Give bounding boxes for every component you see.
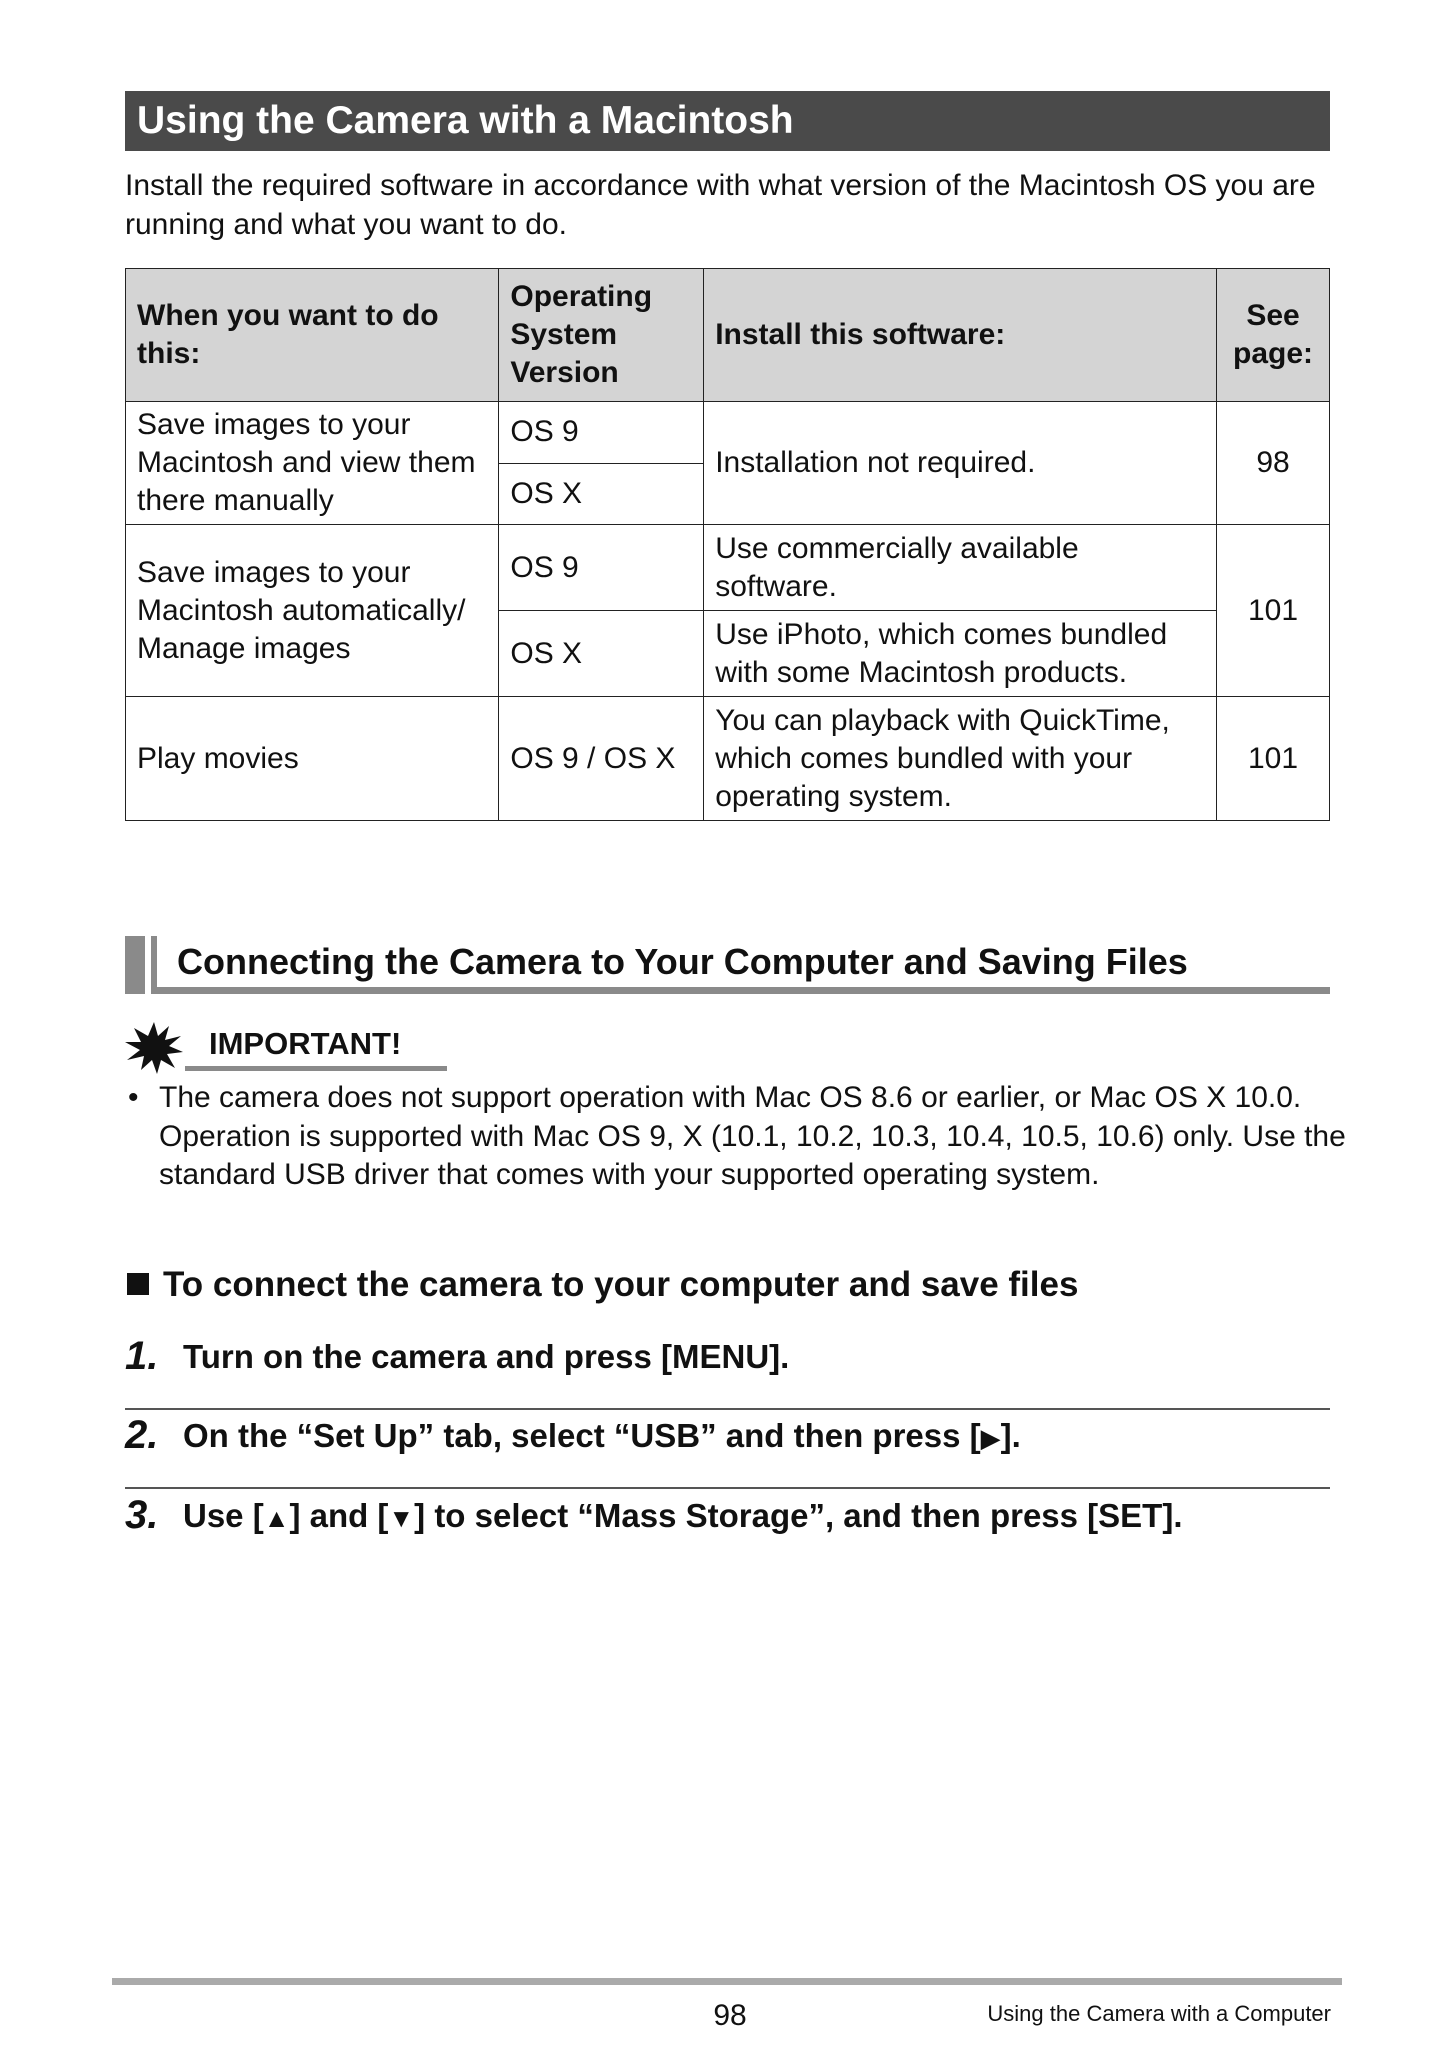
table-row bbox=[126, 525, 1330, 611]
step-number: 1. bbox=[125, 1334, 159, 1378]
step-divider bbox=[125, 1487, 1330, 1489]
software-cell: Installation not required. bbox=[704, 402, 1217, 525]
task-cell: Save images to your Macintosh automatically/ Manage images bbox=[126, 525, 499, 697]
page-cell: 101 bbox=[1217, 525, 1330, 697]
header-task: When you want to do this: bbox=[126, 269, 499, 402]
table-row bbox=[126, 697, 1330, 821]
important-underline bbox=[185, 1066, 447, 1071]
step-3 bbox=[125, 1490, 1330, 1550]
header-page: See page: bbox=[1217, 269, 1330, 402]
bullet: • bbox=[128, 1081, 139, 1114]
step-text: Turn on the camera and press [MENU]. bbox=[183, 1338, 790, 1375]
os-cell: OS X bbox=[499, 611, 704, 697]
task-cell: Play movies bbox=[126, 697, 499, 821]
section-marker bbox=[151, 936, 157, 994]
footer-rule bbox=[112, 1978, 1342, 1985]
section-heading bbox=[125, 936, 1330, 994]
header-software: Install this software: bbox=[704, 269, 1217, 402]
step-1 bbox=[125, 1331, 1330, 1391]
step-number: 2. bbox=[125, 1413, 159, 1457]
step-2 bbox=[125, 1410, 1330, 1470]
software-cell: Use iPhoto, which comes bundled with some Macintosh products. bbox=[704, 611, 1217, 697]
up-triangle-icon: ▲ bbox=[263, 1503, 290, 1533]
page-cell: 98 bbox=[1217, 402, 1330, 525]
software-table bbox=[125, 268, 1330, 821]
os-cell: OS 9 bbox=[499, 402, 704, 464]
section-marker bbox=[125, 936, 145, 994]
section-rule bbox=[157, 987, 1330, 994]
intro-paragraph: Install the required software in accordance with what version of the Macintosh OS you are running and what you want to do. bbox=[125, 169, 1316, 241]
footer-section-title: Using the Camera with a Computer bbox=[987, 2001, 1331, 2026]
step-text: Use [▲] and [▼] to select “Mass Storage”, and then press [SET]. bbox=[183, 1497, 1183, 1534]
table-header-row bbox=[126, 269, 1330, 402]
black-square-icon bbox=[127, 1273, 149, 1295]
header-os: Operating System Version bbox=[499, 269, 704, 402]
task-cell: Save images to your Macintosh and view them there manually bbox=[126, 402, 499, 525]
procedure-heading bbox=[127, 1263, 1078, 1307]
page-number: 98 bbox=[713, 1999, 747, 2032]
software-cell: You can playback with QuickTime, which comes bundled with your operating system. bbox=[704, 697, 1217, 821]
important-label: IMPORTANT! bbox=[209, 1026, 402, 1061]
table-row bbox=[126, 402, 1330, 464]
step-text: On the “Set Up” tab, select “USB” and then press [▶]. bbox=[183, 1417, 1021, 1454]
procedure-heading-text: To connect the camera to your computer and save files bbox=[163, 1265, 1079, 1304]
page-cell: 101 bbox=[1217, 697, 1330, 821]
os-cell: OS X bbox=[499, 463, 704, 525]
down-triangle-icon: ▼ bbox=[388, 1503, 415, 1533]
starburst-icon bbox=[125, 1022, 183, 1074]
page-title: Using the Camera with a Macintosh bbox=[125, 91, 1330, 151]
software-cell: Use commercially available software. bbox=[704, 525, 1217, 611]
important-note-text: The camera does not support operation with Mac OS 8.6 or earlier, or Mac OS X 10.0. Operation is supported with Mac OS 9, X (10.1, 10.2, 10.3, 10.4, 10.5, 10.6) only. Use the standard USB driver that comes with your supported operating system. bbox=[159, 1081, 1346, 1191]
step-number: 3. bbox=[125, 1493, 159, 1537]
os-cell: OS 9 / OS X bbox=[499, 697, 704, 821]
os-cell: OS 9 bbox=[499, 525, 704, 611]
section-title: Connecting the Camera to Your Computer and Saving Files bbox=[177, 941, 1188, 982]
important-callout bbox=[125, 1022, 445, 1074]
right-triangle-icon: ▶ bbox=[980, 1423, 1001, 1453]
